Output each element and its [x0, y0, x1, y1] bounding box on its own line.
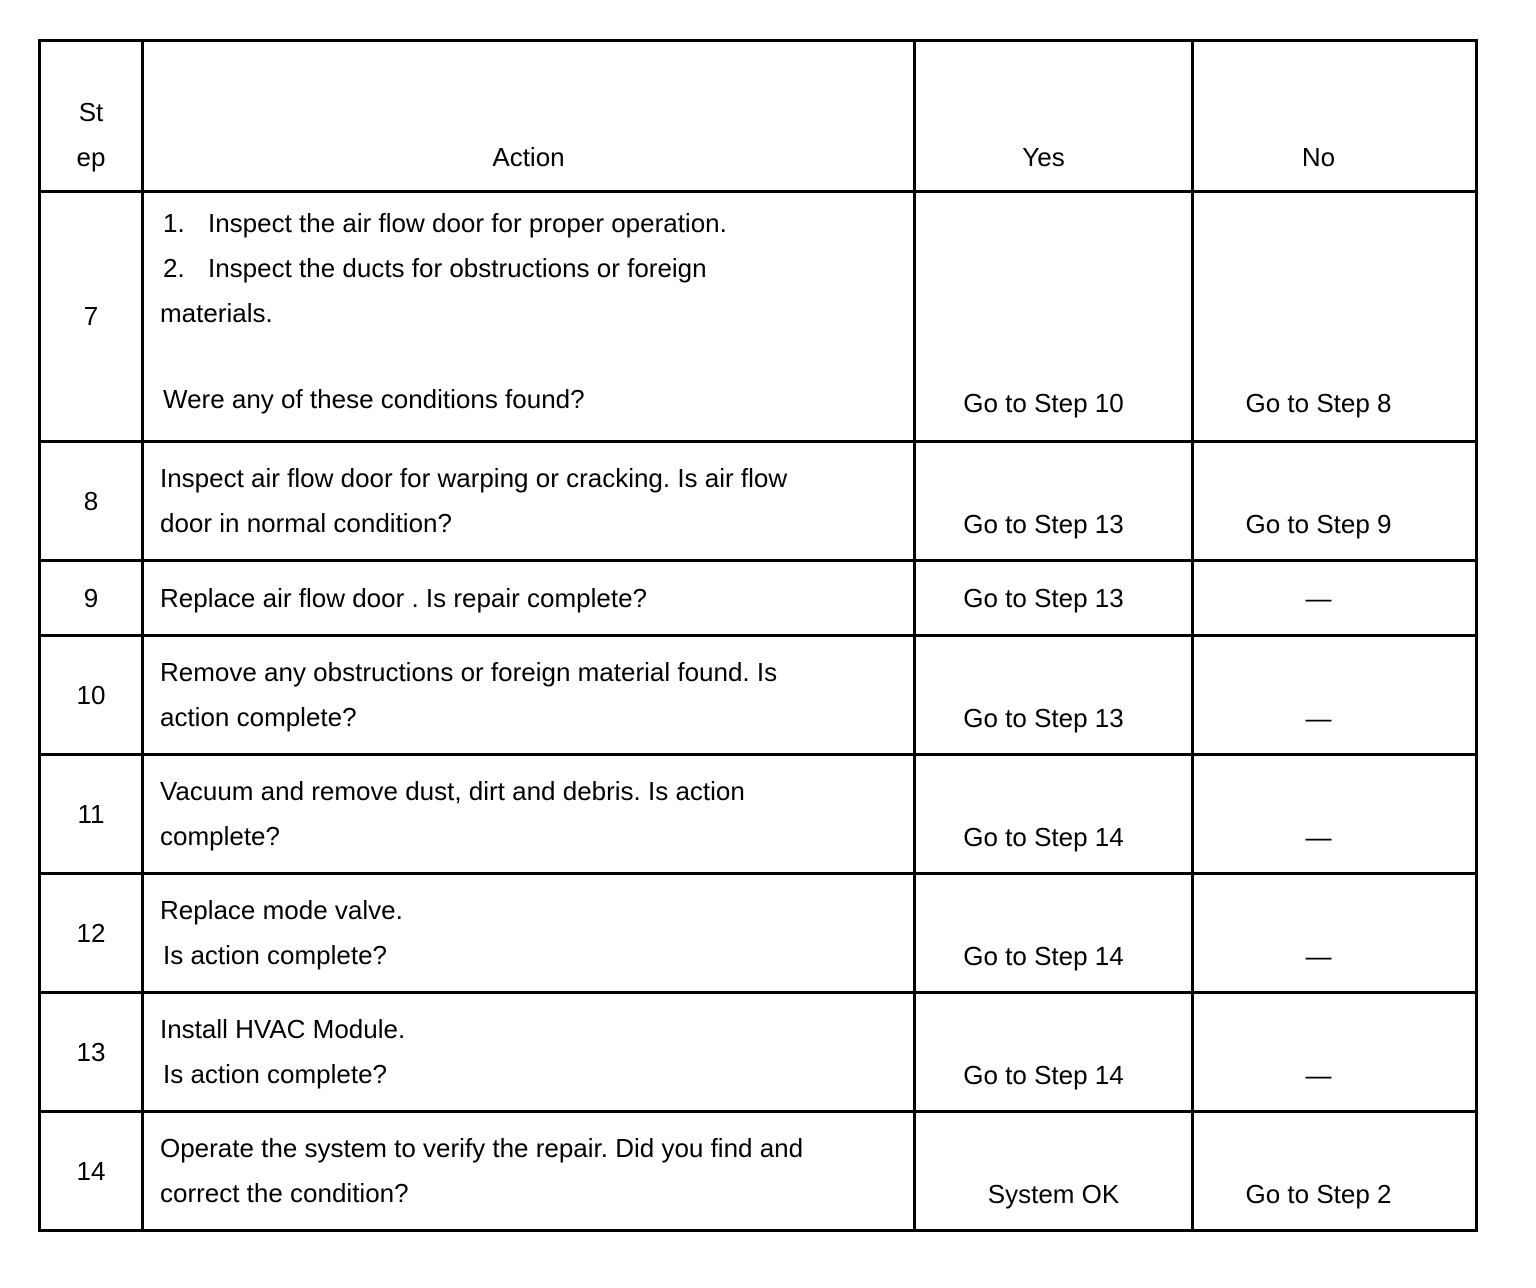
yes-result: Go to Step 14: [915, 755, 1193, 874]
action-cell: [143, 636, 915, 755]
action-cell: [143, 1112, 915, 1231]
step-number: 11: [40, 755, 143, 874]
table-row: [40, 755, 1477, 874]
no-result: —: [1193, 561, 1477, 636]
yes-result: Go to Step 13: [915, 442, 1193, 561]
header-yes: Yes: [915, 41, 1193, 192]
action-line: Remove any obstructions or foreign material found. Is: [160, 657, 778, 687]
step-number: 14: [40, 1112, 143, 1231]
step-number: 7: [40, 192, 143, 442]
action-cell: [143, 442, 915, 561]
step-number: 13: [40, 993, 143, 1112]
action-line: complete?: [160, 821, 280, 851]
no-result: Go to Step 2: [1193, 1112, 1477, 1231]
step-number: 10: [40, 636, 143, 755]
action-cell: [143, 192, 915, 442]
yes-result: Go to Step 13: [915, 561, 1193, 636]
action-line: Vacuum and remove dust, dirt and debris. Is action: [160, 776, 745, 806]
action-item-2-continued: materials.: [160, 298, 273, 328]
diagnostic-table: [38, 39, 1478, 1232]
action-line: Is action complete?: [163, 1059, 388, 1089]
header-no: No: [1193, 41, 1477, 192]
action-line: Replace air flow door . Is repair complete?: [160, 582, 648, 613]
action-line: Is action complete?: [163, 940, 388, 970]
header-action: Action: [143, 41, 915, 192]
table-row: [40, 561, 1477, 636]
table-row: [40, 1112, 1477, 1231]
table-row: [40, 636, 1477, 755]
no-result: Go to Step 8: [1193, 192, 1477, 442]
action-item-2: 2. Inspect the ducts for obstructions or foreign: [163, 253, 707, 283]
action-item-1: 1. Inspect the air flow door for proper operation.: [163, 208, 727, 238]
action-cell: [143, 755, 915, 874]
action-question: Were any of these conditions found?: [163, 384, 585, 414]
table-row: [40, 993, 1477, 1112]
table-header-row: [40, 41, 1477, 192]
action-cell: [143, 993, 915, 1112]
table-row: [40, 442, 1477, 561]
yes-result: Go to Step 14: [915, 874, 1193, 993]
yes-result: Go to Step 13: [915, 636, 1193, 755]
action-line: Inspect air flow door for warping or cracking. Is air flow: [160, 463, 788, 493]
action-line: action complete?: [160, 702, 357, 732]
yes-result: Go to Step 10: [915, 192, 1193, 442]
step-number: 12: [40, 874, 143, 993]
step-number: 9: [40, 561, 143, 636]
table-row: [40, 874, 1477, 993]
no-result: —: [1193, 755, 1477, 874]
step-number: 8: [40, 442, 143, 561]
yes-result: Go to Step 14: [915, 993, 1193, 1112]
action-line: Install HVAC Module.: [160, 1014, 406, 1044]
action-cell: [143, 561, 915, 636]
no-result: —: [1193, 636, 1477, 755]
table-row: [40, 192, 1477, 442]
no-result: —: [1193, 874, 1477, 993]
action-line: door in normal condition?: [160, 508, 452, 538]
action-cell: [143, 874, 915, 993]
action-line: correct the condition?: [160, 1178, 409, 1208]
header-step-line1: St: [78, 97, 104, 127]
header-step: [40, 41, 143, 192]
no-result: —: [1193, 993, 1477, 1112]
action-line: Operate the system to verify the repair. Did you find and: [160, 1133, 804, 1163]
header-step-line2: ep: [76, 142, 106, 172]
action-line: Replace mode valve.: [160, 895, 403, 925]
yes-result: System OK: [915, 1112, 1193, 1231]
no-result: Go to Step 9: [1193, 442, 1477, 561]
